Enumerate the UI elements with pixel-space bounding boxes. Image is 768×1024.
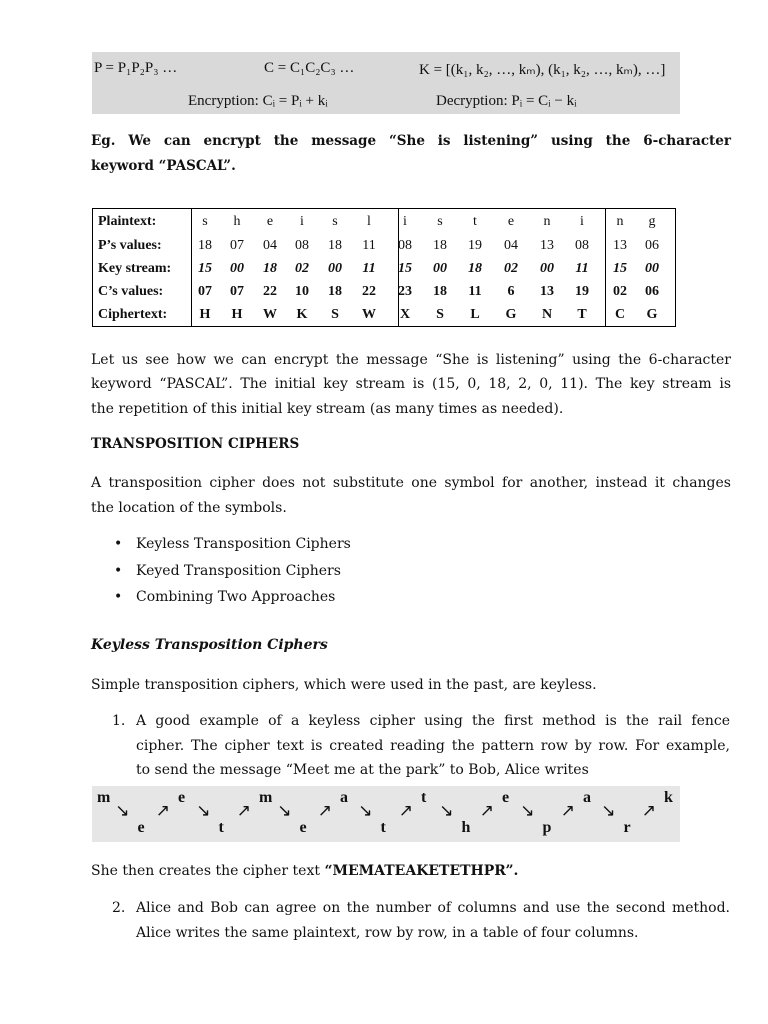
numbered-item-1: 1. A good example of a keyless cipher using the first method is the rail fence cipher. The cipher text is created reading the pattern row by row. For example, to send the message “Meet me at the park” to Bob, Alice writes xyxy=(112,709,730,783)
table-row xyxy=(93,303,675,327)
table-cell: 15 xyxy=(613,261,627,276)
table-cell: t xyxy=(473,214,477,229)
table-cell: S xyxy=(436,307,444,322)
encryption-formula: Encryption: Cᵢ = Pᵢ + kᵢ xyxy=(188,93,328,109)
arrow-up-right-icon: ↗ xyxy=(641,801,656,820)
rail-bottom-letter: p xyxy=(542,819,552,836)
arrow-down-right-icon: ↘ xyxy=(601,801,616,820)
table-cell: 08 xyxy=(295,238,309,253)
key-formula: K = [(k₁, k₂, …, kₘ), (k₁, k₂, …, kₘ), …] xyxy=(419,62,666,78)
table-divider xyxy=(191,209,192,326)
table-row xyxy=(93,210,675,234)
table-cell: 00 xyxy=(328,261,342,276)
table-cell: s xyxy=(202,214,208,229)
table-cell: H xyxy=(199,307,211,322)
ciphertext-result: “MEMATEAKETETHPR”. xyxy=(324,863,519,879)
keyless-subheading: Keyless Transposition Ciphers xyxy=(91,637,328,653)
table-cell: 11 xyxy=(468,284,482,299)
table-cell: n xyxy=(616,214,624,229)
table-cell: 18 xyxy=(198,238,212,253)
rail-top-letter: m xyxy=(97,789,111,806)
ciphertext-formula: C = C₁C₂C₃ … xyxy=(264,60,355,76)
table-cell: 04 xyxy=(504,238,518,253)
table-cell: S xyxy=(331,307,339,322)
table-cell: 00 xyxy=(433,261,447,276)
table-row xyxy=(93,257,675,281)
table-cell: X xyxy=(399,307,411,322)
keystream-para-line2: keyword “PASCAL”. The initial key stream is (15, 0, 18, 2, 0, 11). The key stream is xyxy=(91,376,731,392)
keystream-para-line3: the repetition of this initial key stream (as many times as needed). xyxy=(91,401,564,417)
bullet-icon: • xyxy=(114,536,123,552)
table-cell: 6 xyxy=(507,284,515,299)
table-row xyxy=(93,234,675,258)
rail-fence-diagram xyxy=(92,786,680,842)
rail-bottom-letter: e xyxy=(299,819,307,836)
transposition-heading: TRANSPOSITION CIPHERS xyxy=(91,436,300,452)
table-cell: s xyxy=(332,214,338,229)
table-cell: e xyxy=(266,214,274,229)
rail-top-letter: a xyxy=(340,789,348,806)
item-number: 2. xyxy=(112,900,126,916)
rail-top-letter: t xyxy=(421,789,427,806)
table-cell: 02 xyxy=(295,261,309,276)
table-cell: W xyxy=(263,307,277,322)
table-cell: 07 xyxy=(230,284,244,299)
table-cell: L xyxy=(470,307,480,322)
table-cell: H xyxy=(231,307,243,322)
transposition-para-line1: A transposition cipher does not substitute one symbol for another, instead it changes xyxy=(91,475,731,491)
item-number: 1. xyxy=(112,713,126,729)
table-cell: 13 xyxy=(540,238,554,253)
row-label: Key stream: xyxy=(98,261,172,276)
arrow-up-right-icon: ↗ xyxy=(236,801,251,820)
table-cell: 04 xyxy=(263,238,277,253)
rail-bottom-letter: t xyxy=(218,819,224,836)
table-cell: g xyxy=(648,214,656,229)
arrow-down-right-icon: ↘ xyxy=(520,801,535,820)
bullet-icon: • xyxy=(114,563,123,579)
decryption-formula: Decryption: Pᵢ = Cᵢ − kᵢ xyxy=(436,93,577,109)
ciphertext-para: She then creates the cipher text “MEMATEAKETETHPR”. xyxy=(91,863,519,879)
table-cell: 23 xyxy=(398,284,412,299)
rail-bottom-letter: h xyxy=(461,819,471,836)
table-cell: 22 xyxy=(263,284,277,299)
table-cell: 02 xyxy=(504,261,518,276)
arrow-down-right-icon: ↘ xyxy=(439,801,454,820)
rail-bottom-letter: r xyxy=(623,819,631,836)
row-label: Ciphertext: xyxy=(98,307,168,322)
table-cell: 18 xyxy=(433,284,447,299)
example-intro-line1: Eg. We can encrypt the message “She is listening” using the 6-character xyxy=(91,133,731,149)
arrow-down-right-icon: ↘ xyxy=(115,801,130,820)
table-cell: 00 xyxy=(540,261,554,276)
table-cell: 18 xyxy=(263,261,277,276)
table-cell: 11 xyxy=(575,261,589,276)
table-cell: i xyxy=(300,214,304,229)
table-cell: 13 xyxy=(613,238,627,253)
table-divider xyxy=(605,209,606,326)
table-cell: C xyxy=(614,307,626,322)
table-cell: h xyxy=(233,214,241,229)
example-intro-line2: keyword “PASCAL”. xyxy=(91,158,236,174)
table-divider xyxy=(398,209,399,326)
table-cell: G xyxy=(505,307,517,322)
arrow-up-right-icon: ↗ xyxy=(317,801,332,820)
table-cell: 00 xyxy=(230,261,244,276)
table-cell: e xyxy=(507,214,515,229)
table-cell: N xyxy=(541,307,553,322)
row-label: Plaintext: xyxy=(98,214,157,229)
table-cell: 18 xyxy=(468,261,482,276)
rail-top-letter: m xyxy=(259,789,273,806)
transposition-para-line2: the location of the symbols. xyxy=(91,500,287,516)
table-cell: i xyxy=(403,214,407,229)
table-cell: T xyxy=(577,307,587,322)
bullet-icon: • xyxy=(114,589,123,605)
arrow-up-right-icon: ↗ xyxy=(560,801,575,820)
rail-top-letter: e xyxy=(178,789,186,806)
rail-top-letter: e xyxy=(502,789,510,806)
keyless-para: Simple transposition ciphers, which were used in the past, are keyless. xyxy=(91,677,597,693)
table-cell: G xyxy=(646,307,658,322)
table-cell: 00 xyxy=(645,261,659,276)
formula-box xyxy=(92,52,680,114)
table-cell: 11 xyxy=(362,238,376,253)
rail-bottom-letter: t xyxy=(380,819,386,836)
table-cell: 18 xyxy=(328,284,342,299)
table-cell: l xyxy=(367,214,371,229)
table-cell: W xyxy=(362,307,376,322)
arrow-down-right-icon: ↘ xyxy=(277,801,292,820)
table-cell: 19 xyxy=(575,284,589,299)
table-cell: s xyxy=(437,214,443,229)
table-cell: i xyxy=(580,214,584,229)
rail-top-letter: a xyxy=(583,789,591,806)
table-cell: 18 xyxy=(328,238,342,253)
table-cell: 15 xyxy=(198,261,212,276)
arrow-up-right-icon: ↗ xyxy=(155,801,170,820)
table-cell: 08 xyxy=(398,238,412,253)
table-cell: 19 xyxy=(468,238,482,253)
arrow-up-right-icon: ↗ xyxy=(479,801,494,820)
row-label: P’s values: xyxy=(98,238,162,253)
vigenere-table xyxy=(92,208,676,327)
table-cell: 06 xyxy=(645,284,659,299)
table-cell: 07 xyxy=(198,284,212,299)
table-cell: 11 xyxy=(362,261,376,276)
keystream-para-line1: Let us see how we can encrypt the message “She is listening” using the 6-character xyxy=(91,352,731,368)
table-cell: 18 xyxy=(433,238,447,253)
plaintext-formula: P = P₁P₂P₃ … xyxy=(94,60,178,76)
arrow-down-right-icon: ↘ xyxy=(196,801,211,820)
table-cell: K xyxy=(296,307,308,322)
table-cell: 06 xyxy=(645,238,659,253)
table-cell: 07 xyxy=(230,238,244,253)
arrow-down-right-icon: ↘ xyxy=(358,801,373,820)
table-cell: 08 xyxy=(575,238,589,253)
table-cell: 22 xyxy=(362,284,376,299)
arrow-up-right-icon: ↗ xyxy=(398,801,413,820)
row-label: C’s values: xyxy=(98,284,164,299)
table-cell: 15 xyxy=(398,261,412,276)
table-row xyxy=(93,280,675,304)
numbered-item-2: 2. Alice and Bob can agree on the number of columns and use the second method. Alice writes the same plaintext, row by row, in a table of four columns. xyxy=(112,896,730,946)
rail-top-letter: k xyxy=(664,789,673,806)
rail-bottom-letter: e xyxy=(137,819,145,836)
table-cell: n xyxy=(543,214,551,229)
table-cell: 13 xyxy=(540,284,554,299)
table-cell: 10 xyxy=(295,284,309,299)
table-cell: 02 xyxy=(613,284,627,299)
